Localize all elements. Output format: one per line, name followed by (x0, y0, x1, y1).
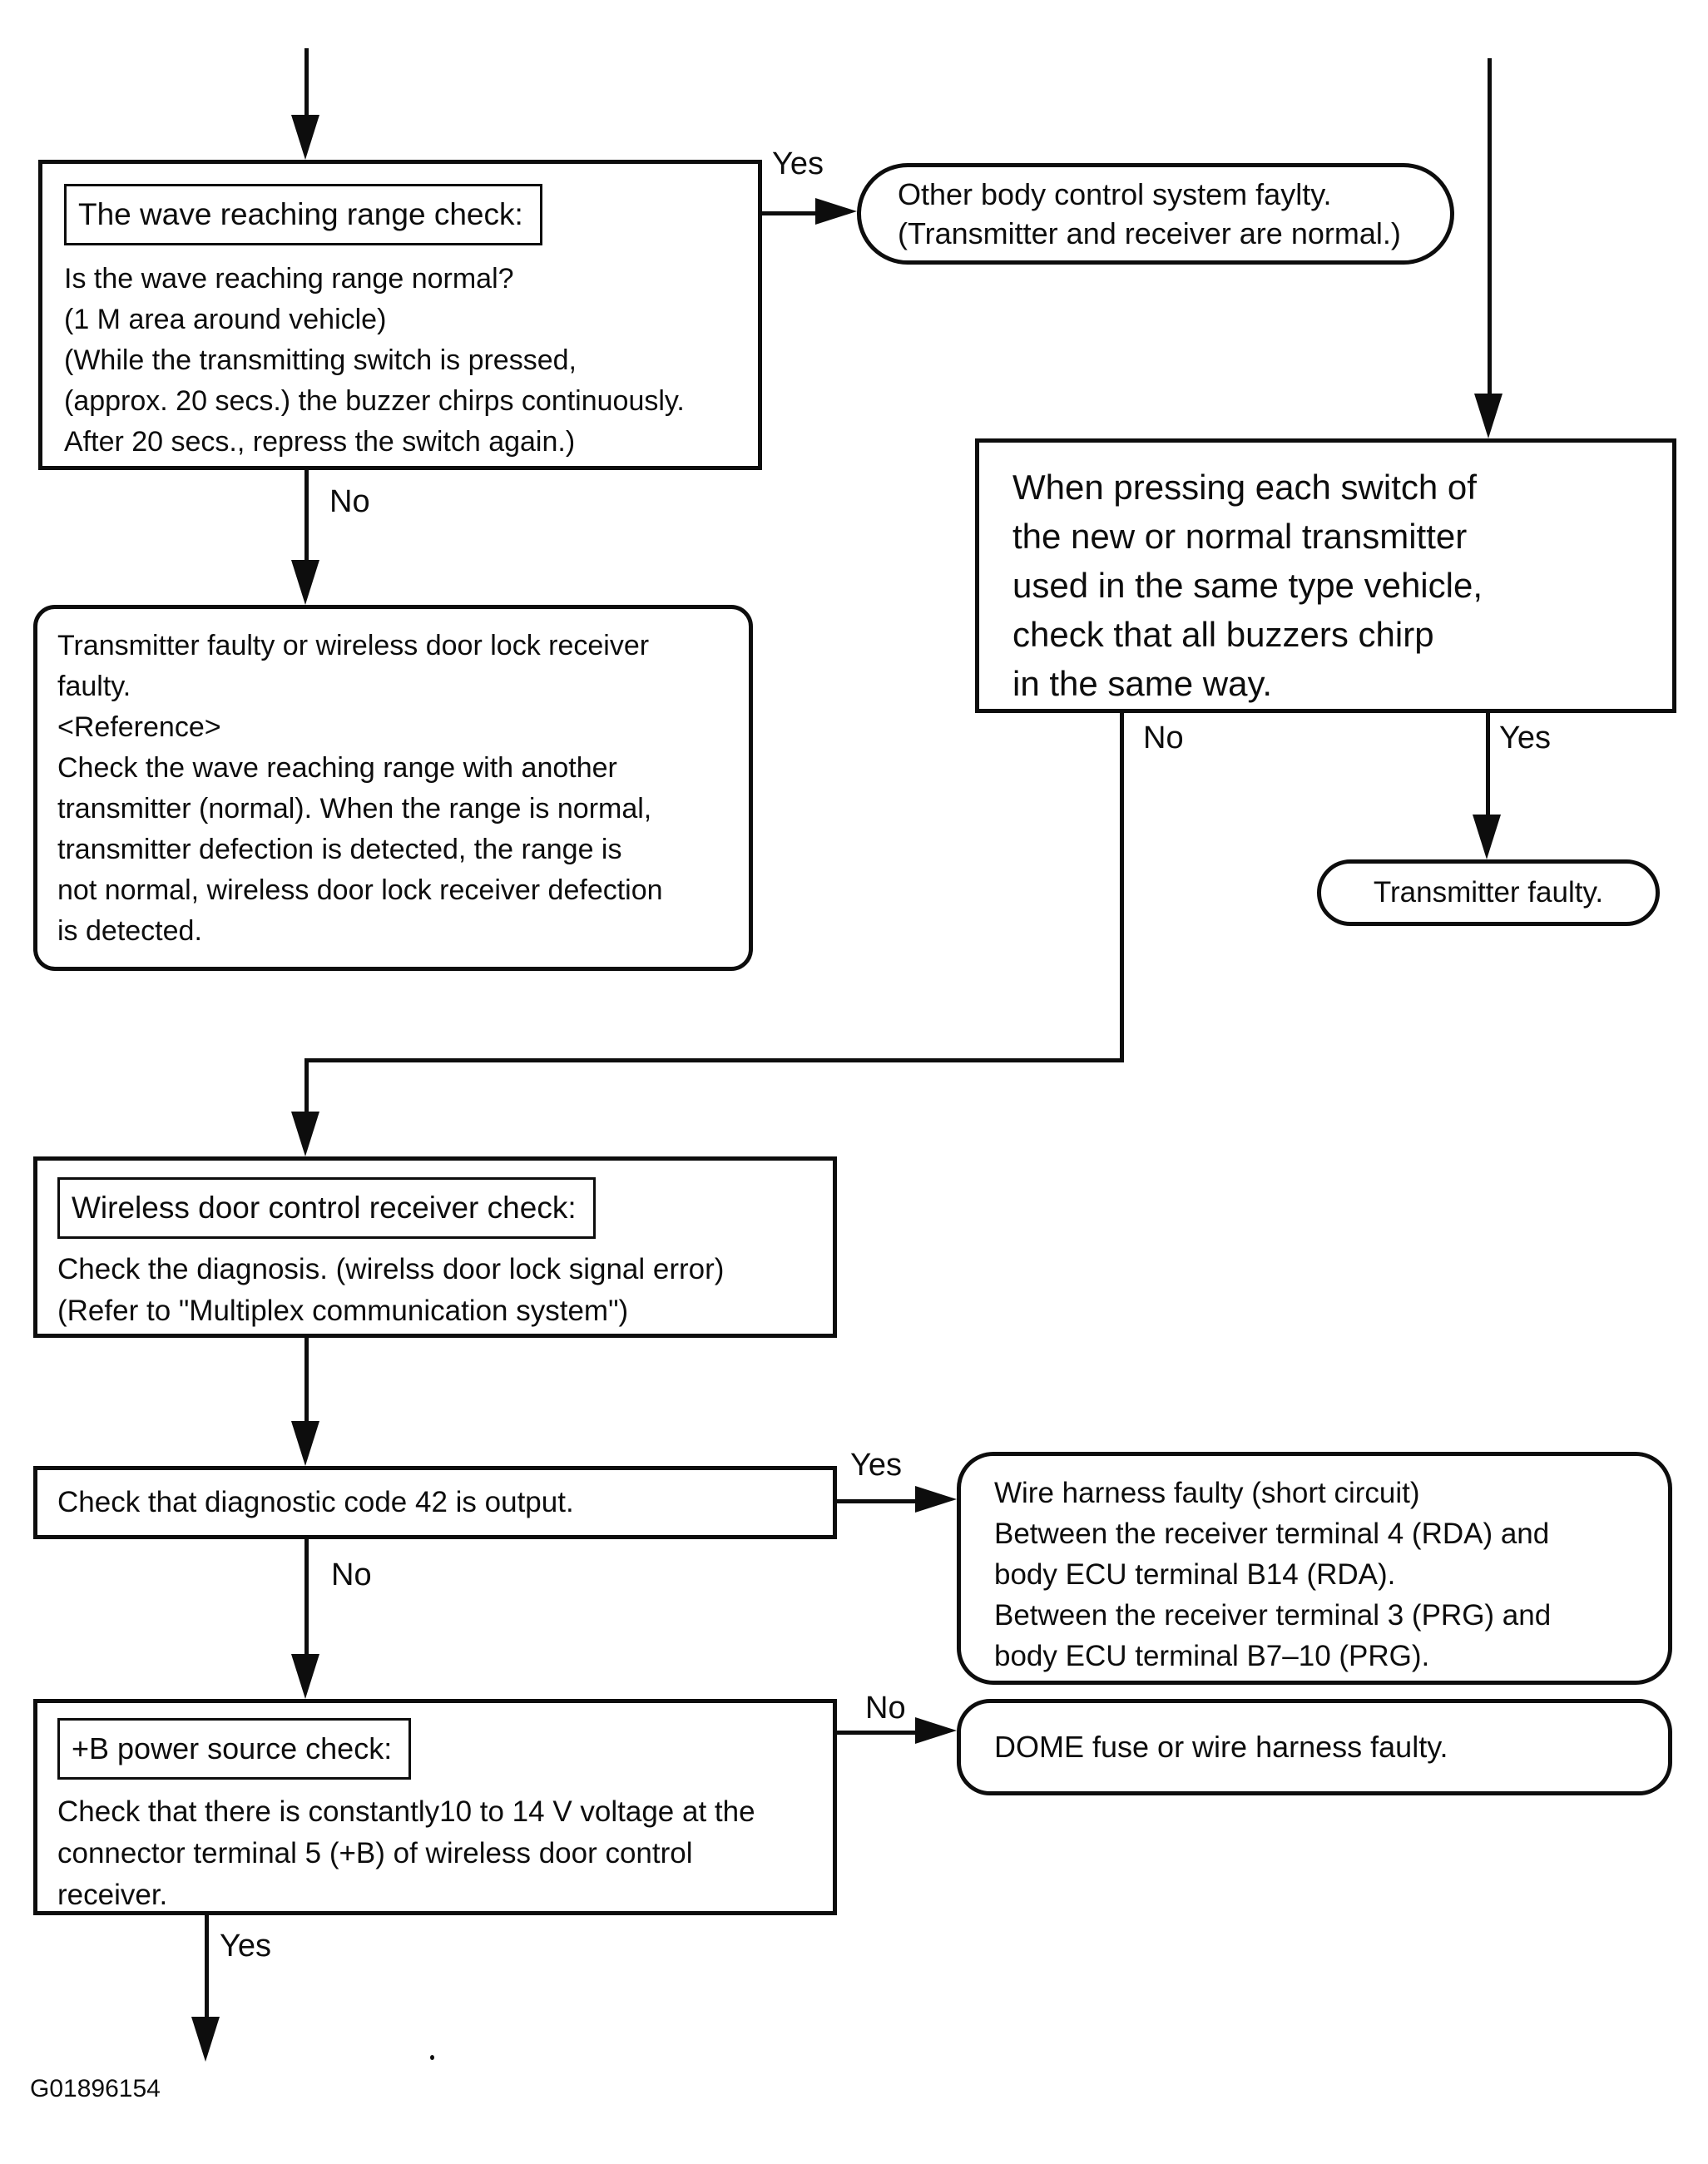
flow-node-wire-harness-faulty: Wire harness faulty (short circuit) Between the receiver terminal 4 (RDA) and body ECU terminal B14 (RDA). Between the receiver terminal 3 (PRG) and body ECU terminal B7–10 (PRG). (957, 1452, 1672, 1685)
arrowhead-down-icon (291, 1421, 319, 1466)
flow-node-dome-fuse-faulty: DOME fuse or wire harness faulty. (957, 1699, 1672, 1795)
node-title-receiver-check: Wireless door control receiver check: (57, 1177, 596, 1239)
branch-label-no: No (329, 484, 370, 519)
branch-label-yes: Yes (772, 146, 824, 181)
edge-line (837, 1731, 917, 1735)
flow-node-transmitter-or-receiver-faulty: Transmitter faulty or wireless door lock receiver faulty. <Reference> Check the wave reaching range with another transmitter (normal). When the range is normal, transmitter defection is detected, the range is not normal, wireless door lock receiver defection is detected. (33, 605, 753, 971)
branch-label-no: No (865, 1691, 906, 1726)
flow-node-transmitter-faulty: Transmitter faulty. (1317, 859, 1660, 926)
node-title-wave-range-check: The wave reaching range check: (64, 184, 542, 245)
node-body-b-power-source-check: Check that there is constantly10 to 14 V voltage at the connector terminal 5 (+B) of wireless door control receiver. (57, 1795, 755, 1911)
arrowhead-down-icon (291, 560, 319, 605)
exit-edge-line (205, 1915, 209, 2018)
arrowhead-down-icon (1473, 815, 1501, 859)
entry-edge-line-right (1488, 58, 1492, 394)
branch-label-yes: Yes (220, 1929, 271, 1963)
branch-label-no: No (1143, 721, 1184, 755)
arrowhead-down-icon (191, 2017, 220, 2062)
arrowhead-down-icon (1474, 394, 1503, 438)
flow-node-diag-code-42: Check that diagnostic code 42 is output. (33, 1466, 837, 1539)
figure-code: G01896154 (30, 2075, 161, 2102)
edge-line (304, 1058, 1124, 1062)
branch-label-no: No (331, 1557, 372, 1592)
edge-line (1486, 713, 1490, 815)
edge-line (304, 470, 309, 562)
edge-line (304, 1058, 309, 1113)
arrowhead-right-icon (915, 1486, 957, 1513)
node-body-wave-range-check: Is the wave reaching range normal? (1 M area around vehicle) (While the transmitting switch is pressed, (approx. 20 secs.) the buzzer chirps continuously. After 20 secs., repress the switch again.) (64, 263, 685, 458)
entry-edge-line (304, 48, 309, 116)
flow-node-when-pressing-switch: When pressing each switch of the new or normal transmitter used in the same type vehicle, check that all buzzers chirp in the same way. (975, 438, 1676, 713)
edge-line (304, 1338, 309, 1423)
edge-line (762, 211, 817, 215)
branch-label-yes: Yes (850, 1448, 902, 1483)
branch-label-yes: Yes (1499, 721, 1551, 755)
flow-node-wave-range-check (38, 160, 762, 470)
arrowhead-down-icon (291, 115, 319, 160)
edge-line (837, 1499, 917, 1503)
node-body-receiver-check: Check the diagnosis. (wirelss door lock signal error) (Refer to "Multiplex communication system") (57, 1253, 725, 1327)
arrowhead-down-icon (291, 1112, 319, 1156)
arrowhead-down-icon (291, 1654, 319, 1699)
arrowhead-right-icon (815, 198, 857, 225)
arrowhead-right-icon (915, 1717, 957, 1744)
edge-line (304, 1539, 309, 1656)
flow-node-receiver-check (33, 1156, 837, 1338)
flow-node-b-power-source-check (33, 1699, 837, 1915)
edge-line (1120, 713, 1124, 1062)
node-title-b-power-source-check: +B power source check: (57, 1718, 411, 1780)
flow-node-other-body-control-faulty: Other body control system faylty. (Transmitter and receiver are normal.) (857, 163, 1454, 265)
scan-speck (430, 2055, 434, 2060)
